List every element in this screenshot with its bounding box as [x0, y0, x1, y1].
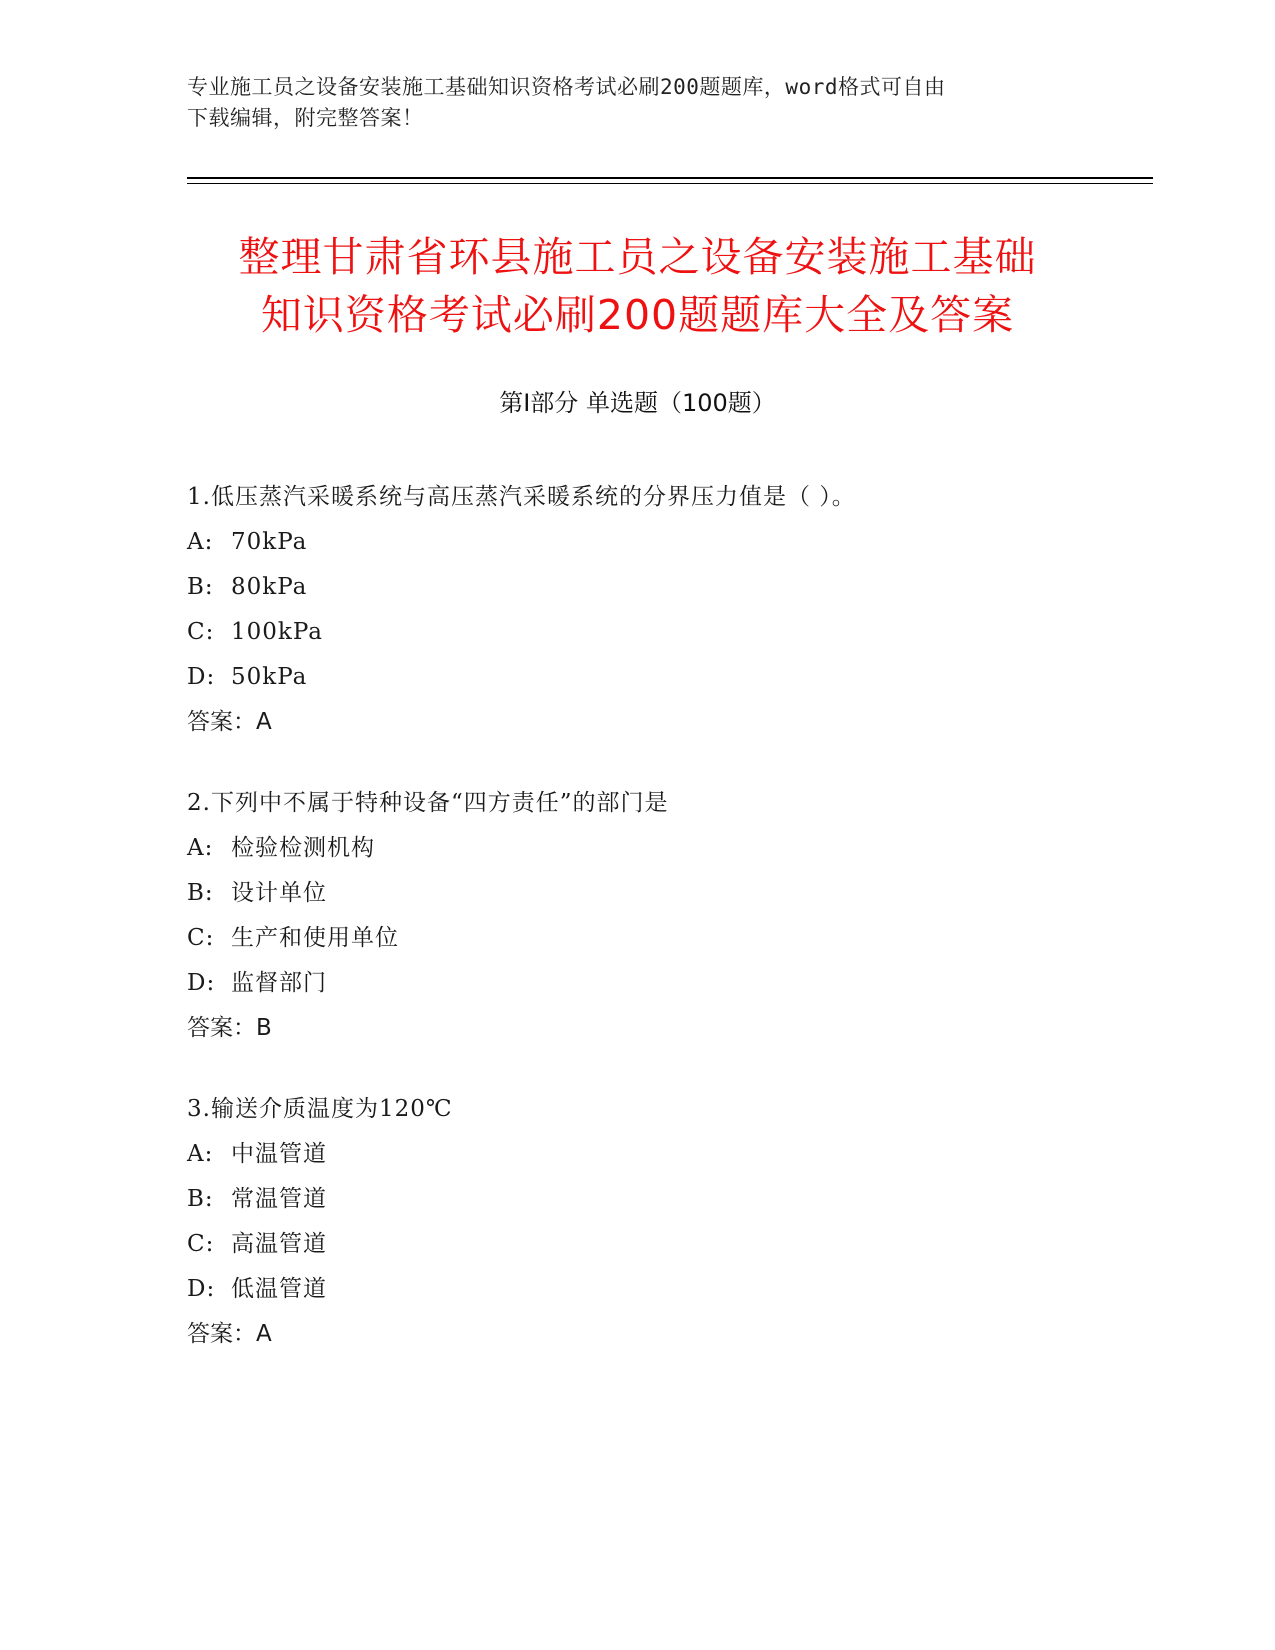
- option-c: [187, 916, 1127, 961]
- option-letter: B:: [187, 1186, 214, 1212]
- option-text: 检验检测机构: [231, 835, 375, 861]
- option-letter: D:: [187, 1276, 216, 1302]
- option-text: 高温管道: [231, 1231, 327, 1257]
- option-c: [187, 1222, 1127, 1267]
- answer-line: 答案：A: [187, 709, 272, 735]
- option-d: [187, 961, 1127, 1006]
- header-note-line2: 下载编辑，附完整答案！: [187, 106, 424, 130]
- question-3: [187, 1087, 1127, 1357]
- option-a: [187, 826, 1127, 871]
- option-a: [187, 1132, 1127, 1177]
- option-b: [187, 565, 1127, 610]
- header-divider-thin: [187, 183, 1153, 184]
- option-b: [187, 871, 1127, 916]
- header-note-line1: 专业施工员之设备安装施工基础知识资格考试必刷200题题库，word格式可自由: [187, 75, 946, 99]
- option-text: 70kPa: [231, 529, 308, 555]
- option-text: 监督部门: [231, 970, 327, 996]
- option-text: 80kPa: [231, 574, 308, 600]
- question-stem: 1.低压蒸汽采暖系统与高压蒸汽采暖系统的分界压力值是（ ）。: [187, 484, 856, 510]
- option-d: [187, 655, 1127, 700]
- question-2: [187, 781, 1127, 1051]
- option-letter: C:: [187, 619, 215, 645]
- option-d: [187, 1267, 1127, 1312]
- option-letter: A:: [187, 1141, 214, 1167]
- document-title-line1: 整理甘肃省环县施工员之设备安装施工基础: [238, 233, 1037, 281]
- header-divider-thick: [187, 177, 1153, 179]
- option-text: 低温管道: [231, 1276, 327, 1302]
- option-text: 生产和使用单位: [231, 925, 399, 951]
- question-stem: 3.输送介质温度为120℃: [187, 1096, 453, 1122]
- option-text: 100kPa: [231, 619, 323, 645]
- question-list: [187, 475, 1127, 1393]
- option-letter: B:: [187, 574, 214, 600]
- option-text: 中温管道: [231, 1141, 327, 1167]
- option-letter: A:: [187, 529, 214, 555]
- option-c: [187, 610, 1127, 655]
- option-b: [187, 1177, 1127, 1222]
- question-stem: 2.下列中不属于特种设备“四方责任”的部门是: [187, 790, 669, 816]
- header-note: [187, 72, 1067, 134]
- answer-line: 答案：B: [187, 1015, 272, 1041]
- option-letter: D:: [187, 970, 216, 996]
- option-letter: C:: [187, 925, 215, 951]
- option-letter: A:: [187, 835, 214, 861]
- answer-line: 答案：A: [187, 1321, 272, 1347]
- option-letter: C:: [187, 1231, 215, 1257]
- option-a: [187, 520, 1127, 565]
- option-text: 常温管道: [231, 1186, 327, 1212]
- option-letter: D:: [187, 664, 216, 690]
- document-title: [150, 228, 1125, 344]
- option-text: 设计单位: [231, 880, 327, 906]
- document-title-line2: 知识资格考试必刷200题题库大全及答案: [260, 291, 1015, 339]
- option-letter: B:: [187, 880, 214, 906]
- option-text: 50kPa: [231, 664, 308, 690]
- question-1: [187, 475, 1127, 745]
- section-heading: 第Ⅰ部分 单选题（100题）: [499, 389, 776, 417]
